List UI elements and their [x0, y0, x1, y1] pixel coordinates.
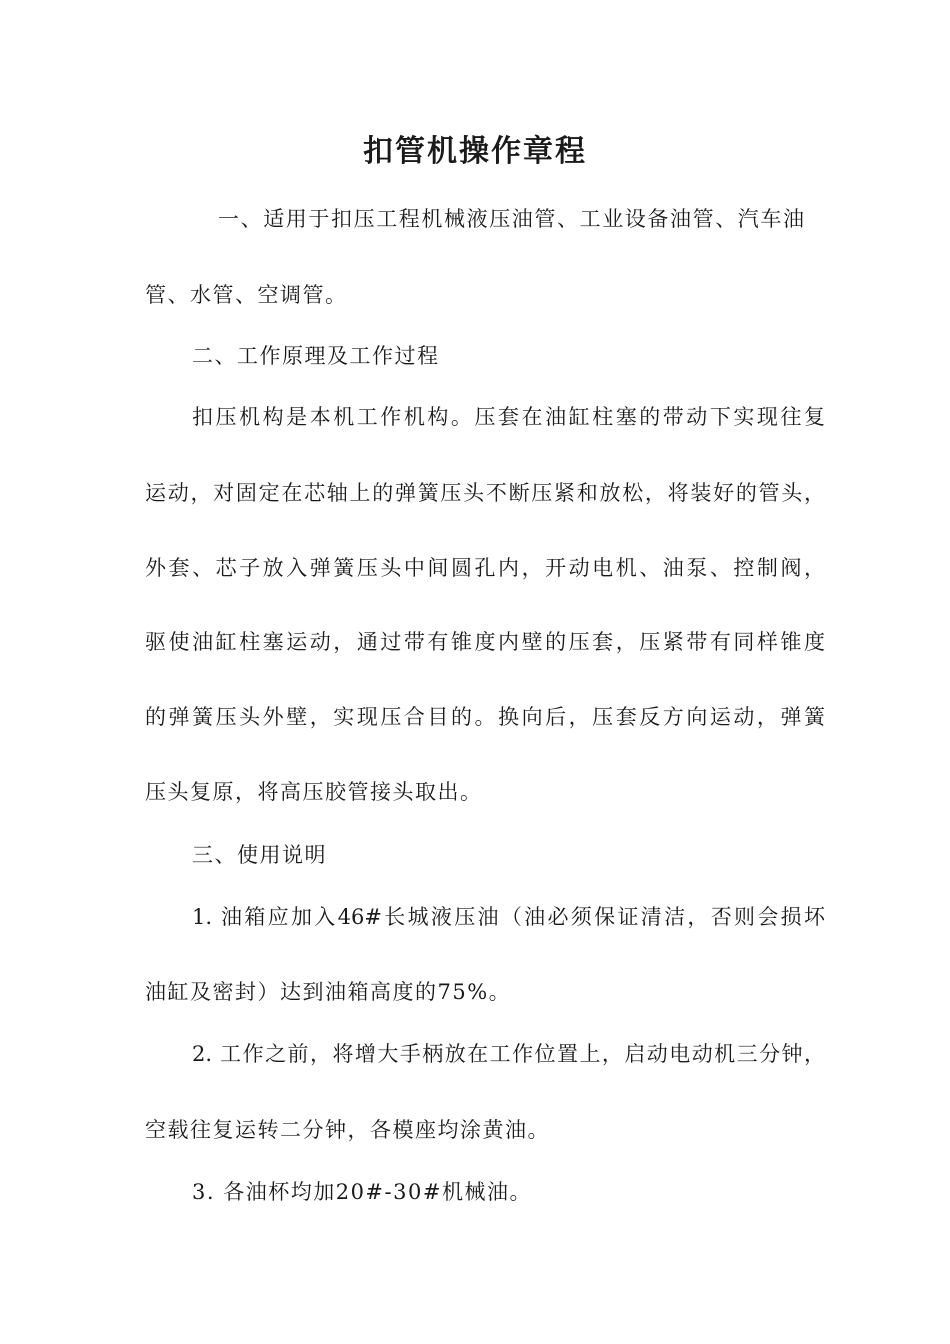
paragraph-line: 1. 油箱应加入46#长城液压油（油必须保证清洁，否则会损坏 [192, 905, 825, 929]
document-title: 扣管机操作章程 [363, 134, 587, 169]
paragraph-line: 油缸及密封）达到油箱高度的75%。 [145, 980, 512, 1004]
paragraph-line: 的弹簧压头外壁，实现压合目的。换向后，压套反方向运动，弹簧 [145, 705, 825, 729]
paragraph-line: 外套、芯子放入弹簧压头中间圆孔内，开动电机、油泵、控制阀， [145, 556, 825, 580]
paragraph-line: 压头复原，将高压胶管接头取出。 [145, 780, 483, 804]
section-heading: 三、使用说明 [192, 843, 327, 867]
paragraph-line: 运动，对固定在芯轴上的弹簧压头不断压紧和放松，将装好的管头， [145, 481, 825, 505]
paragraph-line: 管、水管、空调管。 [145, 283, 348, 307]
section-heading: 二、工作原理及工作过程 [192, 344, 440, 368]
paragraph-line: 驱使油缸柱塞运动，通过带有锥度内壁的压套，压紧带有同样锥度 [145, 630, 825, 654]
paragraph-line: 空载往复运转二分钟，各模座均涂黄油。 [145, 1118, 550, 1142]
paragraph-line: 扣压机构是本机工作机构。压套在油缸柱塞的带动下实现往复 [192, 405, 825, 429]
paragraph-line: 3. 各油杯均加20#-30#机械油。 [192, 1180, 532, 1204]
paragraph-line: 2. 工作之前，将增大手柄放在工作位置上，启动电动机三分钟， [192, 1042, 825, 1066]
paragraph-line: 一、适用于扣压工程机械液压油管、工业设备油管、汽车油 [218, 207, 804, 231]
